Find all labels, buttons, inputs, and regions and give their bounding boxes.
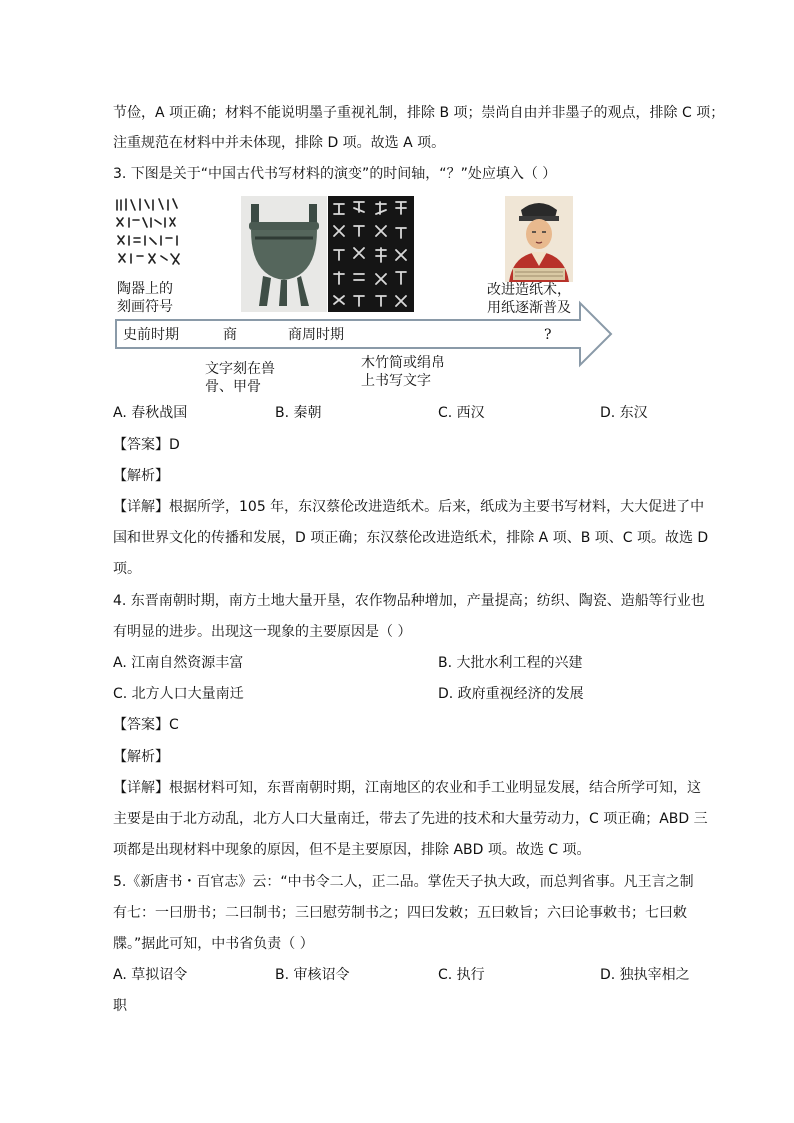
label-pottery-line1: 陶器上的: [117, 281, 173, 297]
label-bones-line1: 文字刻在兽: [205, 361, 275, 377]
text-line: 注重规范在材料中并未体现，排除 D 项。故选 A 项。: [113, 135, 446, 151]
question-4-stem: 有明显的进步。出现这一现象的主要原因是（ ）: [113, 624, 412, 640]
q4-option-a: A. 江南自然资源丰富: [113, 655, 244, 671]
q3-option-d: D. 东汉: [600, 405, 648, 421]
q3-option-a: A. 春秋战国: [113, 405, 188, 421]
q4-detail-line: 项都是出现材料中现象的原因，但不是主要原因，排除 ABD 项。故选 C 项。: [113, 842, 591, 858]
label-bamboo-line2: 上书写文字: [361, 373, 431, 389]
timeline-figure: [113, 192, 623, 397]
period-unknown: ?: [544, 327, 552, 343]
q5-option-c: C. 执行: [438, 967, 485, 983]
label-paper-line2: 用纸逐渐普及: [487, 300, 571, 316]
q4-option-c: C. 北方人口大量南迁: [113, 686, 244, 702]
question-3-stem: 3. 下图是关于“中国古代书写材料的演变”的时间轴，“？”处应填入（ ）: [113, 166, 557, 182]
label-bamboo-line1: 木竹简或绢帛: [361, 355, 445, 371]
q4-option-d: D. 政府重视经济的发展: [438, 686, 584, 702]
q5-option-a: A. 草拟诏令: [113, 967, 188, 983]
period-shang: 商: [223, 327, 237, 343]
inscription-rubbing-image: [328, 196, 414, 312]
period-shang-zhou: 商周时期: [288, 327, 344, 343]
question-5-stem: 牒。”据此可知，中书省负责（ ）: [113, 936, 314, 952]
label-bones-line2: 骨、甲骨: [205, 379, 261, 395]
q4-detail-line: 【详解】根据材料可知，东晋南朝时期，江南地区的农业和手工业明显发展，结合所学可知，这: [113, 780, 701, 796]
q3-detail-line: 【详解】根据所学，105 年，东汉蔡伦改进造纸术。后来，纸成为主要书写材料，大大促进了中: [113, 499, 705, 515]
oracle-glyph-image: [113, 194, 187, 274]
q3-option-b: B. 秦朝: [275, 405, 322, 421]
q5-option-b: B. 审核诏令: [275, 967, 350, 983]
q3-answer: 【答案】D: [113, 437, 180, 453]
question-4-stem: 4. 东晋南朝时期，南方土地大量开垦，农作物品种增加，产量提高；纺织、陶瓷、造船等行业也: [113, 593, 705, 609]
q3-detail-line: 国和世界文化的传播和发展，D 项正确；东汉蔡伦改进造纸术，排除 A 项、B 项、C 项。故选 D: [113, 530, 709, 546]
q4-detail-line: 主要是由于北方动乱，北方人口大量南迁，带去了先进的技术和大量劳动力，C 项正确；ABD 三: [113, 811, 708, 827]
period-prehistoric: 史前时期: [123, 327, 179, 343]
q5-option-d-wrap: 职: [113, 998, 127, 1014]
bronze-ding-image: [241, 196, 327, 312]
q4-answer: 【答案】C: [113, 717, 179, 733]
q4-option-b: B. 大批水利工程的兴建: [438, 655, 583, 671]
question-5-stem: 5.《新唐书・百官志》云：“中书令二人，正二品。掌佐天子执大政，而总判省事。凡王言之制: [113, 874, 694, 890]
q5-option-d: D. 独执宰相之: [600, 967, 690, 983]
text-line: 节俭，A 项正确；材料不能说明墨子重视礼制，排除 B 项；崇尚自由并非墨子的观点，排除 C 项；: [113, 105, 725, 121]
cai-lun-portrait-image: [505, 196, 573, 282]
q3-option-c: C. 西汉: [438, 405, 485, 421]
question-5-stem: 有七：一曰册书；二曰制书；三曰慰劳制书之；四曰发敕；五曰敕旨；六曰论事敕书；七曰敕: [113, 905, 687, 921]
label-pottery-line2: 刻画符号: [117, 299, 173, 315]
q3-detail-line: 项。: [113, 561, 141, 577]
q3-analysis-title: 【解析】: [113, 468, 169, 484]
q4-analysis-title: 【解析】: [113, 749, 169, 765]
label-paper-line1: 改进造纸术，: [487, 282, 571, 298]
